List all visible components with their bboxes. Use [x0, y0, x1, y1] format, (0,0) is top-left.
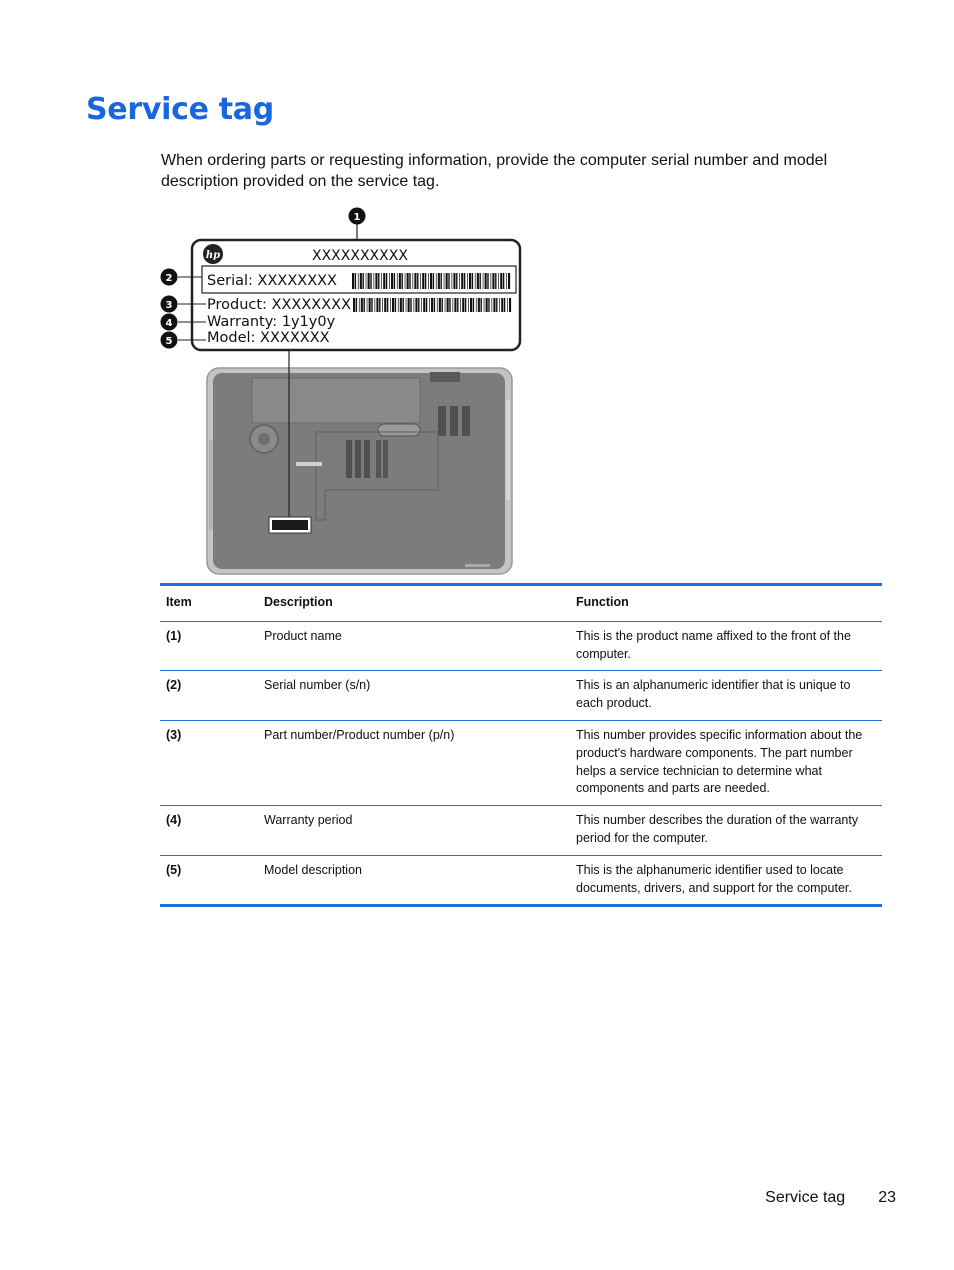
callout-2: 2 [165, 273, 173, 284]
label-warranty: Warranty: 1y1y0y [207, 314, 336, 330]
row-item: (3) [160, 720, 258, 805]
row-item: (1) [166, 628, 182, 643]
label-model: Model: XXXXXXX [207, 330, 330, 346]
row-item: (2) [160, 671, 258, 721]
page-footer [765, 1189, 896, 1207]
page-title: Service tag [86, 92, 274, 127]
header-item: Item [160, 585, 258, 622]
callout-5: 5 [165, 336, 173, 347]
service-tag-table [160, 583, 882, 907]
row-description: Product name [264, 628, 342, 643]
table-row [160, 621, 882, 671]
serial-barcode [352, 273, 510, 289]
callout-4: 4 [165, 318, 173, 329]
header-description: Description [258, 585, 570, 622]
table-row [160, 855, 882, 906]
callout-3: 3 [165, 300, 173, 311]
row-description: Part number/Product number (p/n) [258, 720, 570, 805]
callout-1: 1 [353, 212, 361, 223]
intro-paragraph: When ordering parts or requesting information, provide the computer serial number and model description provided on the service tag. [161, 152, 828, 190]
row-function: This is an alphanumeric identifier that is unique to each product. [570, 671, 882, 721]
product-barcode [353, 298, 511, 312]
row-description: Serial number (s/n) [258, 671, 570, 721]
label-product-name: XXXXXXXXXX [312, 248, 408, 264]
row-function: This number provides specific information about the product's hardware components. The part number helps a service technician to determine what components and parts are needed. [570, 720, 882, 805]
table-header-row [160, 585, 882, 622]
header-function: Function [570, 585, 882, 622]
service-tag-figure [150, 200, 530, 580]
row-function: This is the product name affixed to the front of the computer. [576, 628, 851, 661]
row-item: (5) [160, 855, 258, 906]
table-row [160, 806, 882, 856]
service-tag-label [192, 240, 520, 350]
footer-page-number: 23 [878, 1189, 896, 1206]
laptop-bottom-illustration [207, 368, 512, 574]
row-function: This is the alphanumeric identifier used to locate documents, drivers, and support for the computer. [570, 855, 882, 906]
row-function: This number describes the duration of the warranty period for the computer. [570, 806, 882, 856]
row-description: Model description [258, 855, 570, 906]
row-item: (4) [160, 806, 258, 856]
footer-section-title: Service tag [765, 1189, 846, 1206]
table-row [160, 720, 882, 805]
label-serial: Serial: XXXXXXXX [207, 273, 337, 289]
label-product: Product: XXXXXXXX [207, 297, 352, 313]
hp-logo-icon: hp [205, 250, 221, 261]
row-description: Warranty period [258, 806, 570, 856]
table-row [160, 671, 882, 721]
